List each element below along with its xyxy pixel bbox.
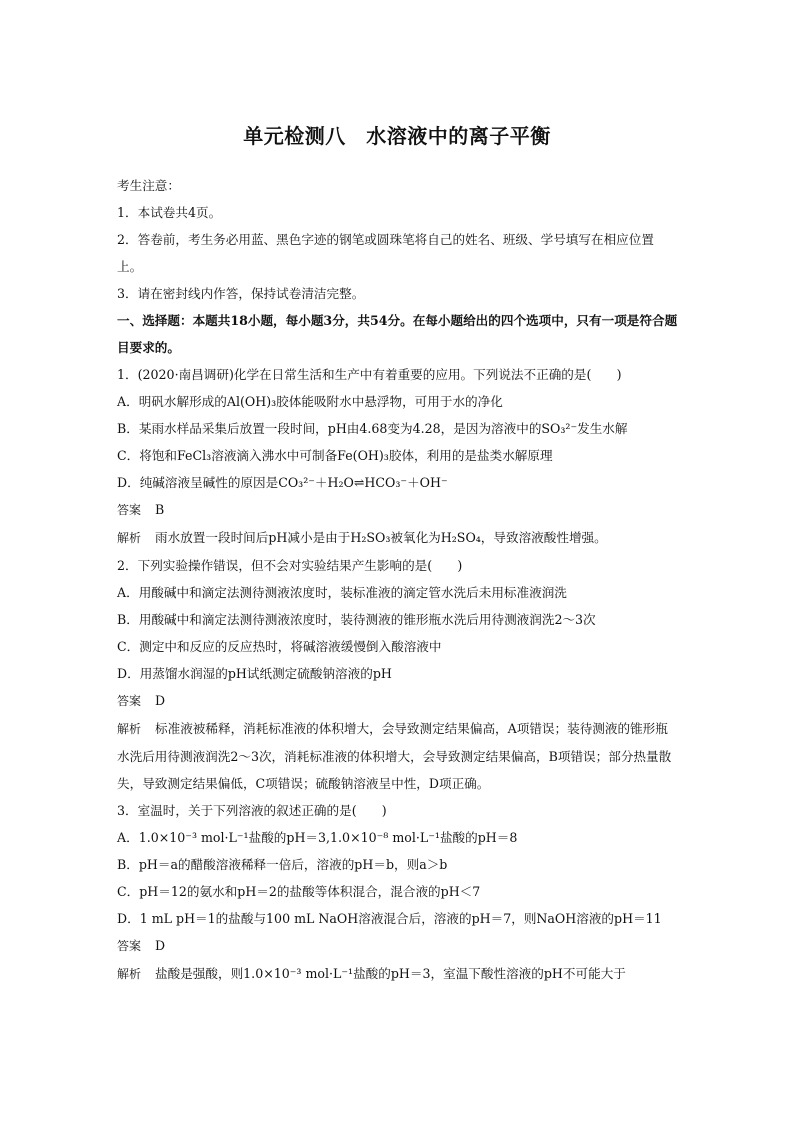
option-item: C．pH＝12的氨水和pH＝2的盐酸等体积混合，混合液的pH＜7 (117, 884, 481, 899)
option-item: D．纯碱溶液呈碱性的原因是CO₃²⁻＋H₂O⇌HCO₃⁻＋OH⁻ (117, 475, 448, 490)
answer-value: B (155, 502, 165, 517)
page-title: 单元检测八 水溶液中的离子平衡 (243, 124, 551, 148)
answer-line (117, 932, 679, 960)
analysis-line (117, 524, 679, 552)
option-item: A．用酸碱中和滴定法测待测液浓度时，装标准液的滴定管水洗后未用标准液润洗 (117, 585, 567, 600)
answer-label: 答案 (117, 503, 142, 517)
option-item: D．1 mL pH＝1的盐酸与100 mL NaOH溶液混合后，溶液的pH＝7，则NaOH溶液的pH＝11 (117, 911, 662, 926)
option-item: D．用蒸馏水润湿的pH试纸测定硫酸钠溶液的pH (117, 666, 392, 681)
notice-item: 3．请在密封线内作答，保持试卷清洁完整。 (117, 286, 365, 301)
option-item: C．测定中和反应的反应热时，将碱溶液缓慢倒入酸溶液中 (117, 639, 442, 654)
notice-item: 1．本试卷共4页。 (117, 205, 222, 220)
answer-label: 答案 (117, 939, 142, 953)
answer-value: D (155, 938, 166, 953)
option-item: B．某雨水样品采集后放置一段时间，pH由4.68变为4.28，是因为溶液中的SO₃²⁻发生水解 (117, 421, 628, 436)
notice-item: 2．答卷前，考生务必用蓝、黑色字迹的钢笔或圆珠笔将自己的姓名、班级、学号填写在相应位置上。 (117, 232, 654, 274)
answer-value: D (155, 693, 166, 708)
option-item: A．明矾水解形成的Al(OH)₃胶体能吸附水中悬浮物，可用于水的净化 (117, 394, 503, 409)
answer-label: 答案 (117, 694, 142, 708)
analysis-text: 标准液被稀释，消耗标准液的体积增大，会导致测定结果偏高，A项错误；装待测液的锥形瓶水洗后用待测液润洗2～3次，消耗标准液的体积增大，会导致测定结果偏高，B项错误；部分热量散失，导致测定结果偏低，C项错误；硫酸钠溶液呈中性，D项正确。 (117, 721, 672, 791)
option-item: A．1.0×10⁻³ mol·L⁻¹盐酸的pH＝3,1.0×10⁻⁸ mol·L⁻¹盐酸的pH＝8 (117, 830, 518, 845)
analysis-line (117, 960, 679, 988)
document-body (117, 172, 679, 988)
option-item: B．用酸碱中和滴定法测待测液浓度时，装待测液的锥形瓶水洗后用待测液润洗2～3次 (117, 612, 596, 627)
question-stem: 2．下列实验操作错误，但不会对实验结果产生影响的是( ) (117, 558, 463, 573)
analysis-label: 解析 (117, 722, 142, 736)
analysis-label: 解析 (117, 967, 142, 981)
analysis-text: 雨水放置一段时间后pH减小是由于H₂SO₃被氧化为H₂SO₄，导致溶液酸性增强。 (155, 530, 607, 545)
answer-line (117, 687, 679, 715)
option-item: B．pH＝a的醋酸溶液稀释一倍后，溶液的pH＝b，则a＞b (117, 857, 448, 872)
question-stem: 3．室温时，关于下列溶液的叙述正确的是( ) (117, 803, 387, 818)
notice-heading: 考生注意： (117, 178, 180, 193)
answer-line (117, 496, 679, 524)
analysis-label: 解析 (117, 531, 142, 545)
section-header: 一、选择题：本题共18小题，每小题3分，共54分。在每小题给出的四个选项中，只有一项是符合题目要求的。 (117, 313, 678, 355)
question-stem: 1．(2020·南昌调研)化学在日常生活和生产中有着重要的应用。下列说法不正确的是( ) (117, 367, 622, 382)
analysis-line (117, 715, 679, 797)
analysis-text: 盐酸是强酸，则1.0×10⁻³ mol·L⁻¹盐酸的pH＝3，室温下酸性溶液的pH不可能大于 (155, 966, 626, 981)
option-item: C．将饱和FeCl₃溶液滴入沸水中可制备Fe(OH)₃胶体，利用的是盐类水解原理 (117, 448, 553, 463)
